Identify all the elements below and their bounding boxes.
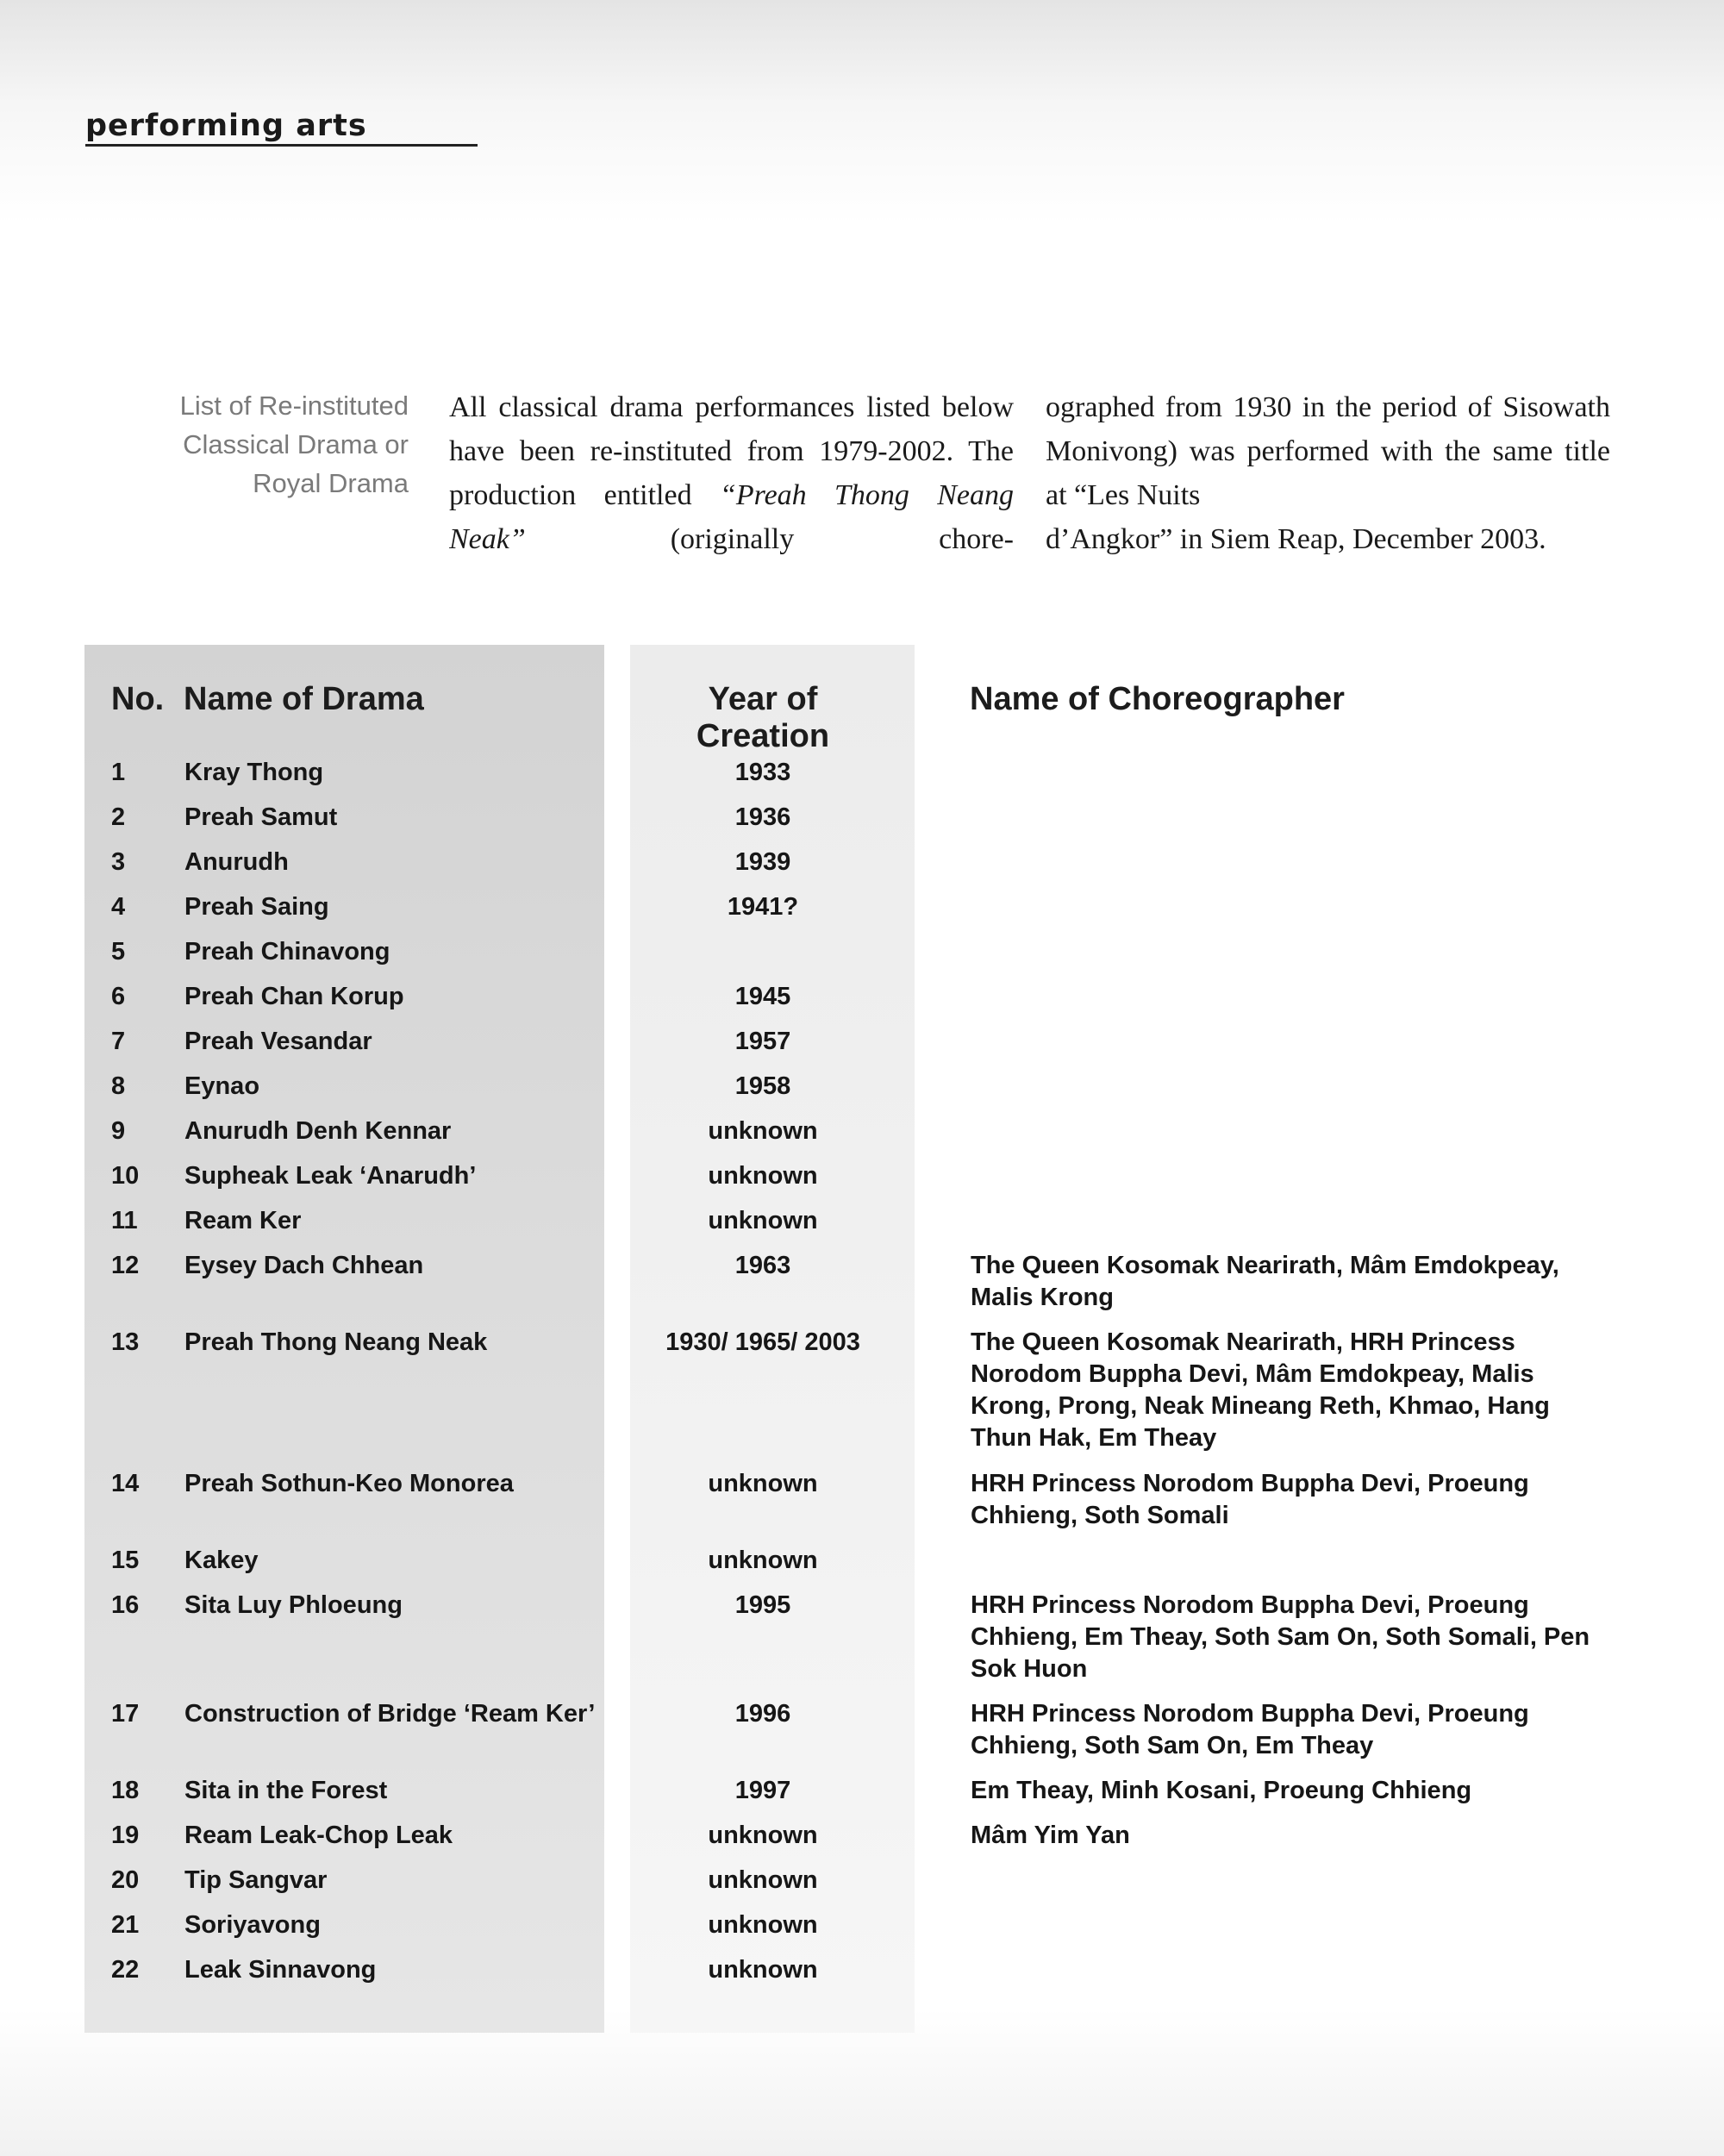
year-of-creation: 1996 [734, 1700, 791, 1728]
drama-name: Preah Chinavong [184, 938, 390, 966]
year-of-creation: unknown [708, 1911, 818, 1939]
drama-name: Preah Saing [184, 893, 329, 921]
intro-title-italic: “Preah Thong Neang Neak” [449, 479, 1014, 555]
row-number: 14 [111, 1470, 140, 1497]
year-of-creation: 1933 [734, 759, 791, 786]
row-number: 21 [111, 1911, 140, 1939]
side-caption-line: Royal Drama [253, 468, 409, 498]
choreographer-names: HRH Princess Norodom Buppha Devi, Proeung Chhieng, Soth Somali [971, 1470, 1529, 1529]
title-underline [85, 144, 478, 147]
drama-name: Supheak Leak ‘Anarudh’ [184, 1162, 477, 1190]
year-of-creation: 1958 [734, 1072, 791, 1100]
drama-name: Preah Samut [184, 803, 338, 831]
choreographer-names: HRH Princess Norodom Buppha Devi, Proeung Chhieng, Soth Sam On, Em Theay [971, 1700, 1529, 1759]
drama-name: Leak Sinnavong [184, 1956, 377, 1984]
row-number: 10 [111, 1162, 140, 1190]
row-number: 3 [111, 848, 126, 876]
intro-text: ographed from 1930 in the period of Sisowath Monivong) was performed with the same title at “Les Nuits [1046, 391, 1610, 511]
header-name-of-drama: Name of Drama [184, 681, 424, 717]
intro-text: d’Angkor” in Siem Reap, December 2003. [1046, 523, 1546, 555]
year-of-creation: 1941? [727, 893, 799, 921]
header-no: No. [111, 681, 165, 717]
year-of-creation: 1945 [734, 983, 791, 1010]
header-name-of-choreographer: Name of Choreographer [970, 681, 1345, 717]
intro-text: (originally chore- [525, 523, 1014, 555]
choreographer-names: The Queen Kosomak Nearirath, Mâm Emdokpeay, Malis Krong [971, 1252, 1559, 1311]
year-of-creation: 1930/ 1965/ 2003 [665, 1328, 860, 1356]
year-of-creation: unknown [708, 1547, 818, 1574]
row-number: 9 [111, 1117, 126, 1145]
row-number: 20 [111, 1866, 140, 1894]
year-of-creation: unknown [708, 1162, 818, 1190]
row-number: 22 [111, 1956, 140, 1984]
drama-name: Ream Ker [184, 1207, 302, 1234]
year-of-creation: 1957 [734, 1028, 791, 1055]
row-number: 8 [111, 1072, 126, 1100]
row-number: 19 [111, 1822, 140, 1849]
choreographer-names: Em Theay, Minh Kosani, Proeung Chhieng [971, 1777, 1472, 1804]
drama-name: Eysey Dach Chhean [184, 1252, 424, 1279]
row-number: 5 [111, 938, 126, 966]
drama-name: Sita in the Forest [184, 1777, 388, 1804]
year-of-creation: 1997 [734, 1777, 791, 1804]
drama-name: Tip Sangvar [184, 1866, 328, 1894]
row-number: 15 [111, 1547, 140, 1574]
drama-name: Preah Chan Korup [184, 983, 404, 1010]
side-caption [116, 386, 409, 503]
drama-name: Kray Thong [184, 759, 324, 786]
year-of-creation: unknown [708, 1117, 818, 1145]
side-caption-line: List of Re-instituted [179, 391, 409, 421]
row-number: 18 [111, 1777, 140, 1804]
choreographer-names: The Queen Kosomak Nearirath, HRH Princess Norodom Buppha Devi, Mâm Emdokpeay, Malis Krong, Prong, Neak Mineang Reth, Khmao, Hang Thun Hak, Em Theay [971, 1328, 1550, 1452]
drama-name: Ream Leak-Chop Leak [184, 1822, 453, 1849]
drama-name: Construction of Bridge ‘Ream Ker’ [184, 1700, 596, 1728]
year-of-creation: 1995 [734, 1591, 791, 1619]
year-of-creation: 1939 [734, 848, 791, 876]
year-of-creation: unknown [708, 1956, 818, 1984]
row-number: 16 [111, 1591, 140, 1619]
choreographer-names: Mâm Yim Yan [971, 1822, 1130, 1849]
row-number: 11 [111, 1207, 138, 1234]
year-of-creation: unknown [708, 1866, 818, 1894]
intro-column-1 [449, 385, 1014, 561]
row-number: 2 [111, 803, 126, 831]
year-of-creation: unknown [708, 1470, 818, 1497]
drama-name: Kakey [184, 1547, 259, 1574]
row-number: 6 [111, 983, 126, 1010]
header-year-of-creation: Year of Creation [696, 681, 830, 754]
drama-name: Sita Luy Phloeung [184, 1591, 403, 1619]
row-number: 4 [111, 893, 126, 921]
year-of-creation: unknown [708, 1207, 818, 1234]
row-number: 13 [111, 1328, 140, 1356]
drama-name: Preah Vesandar [184, 1028, 372, 1055]
year-of-creation: 1936 [734, 803, 791, 831]
drama-name: Anurudh [184, 848, 289, 876]
choreographer-names: HRH Princess Norodom Buppha Devi, Proeung Chhieng, Em Theay, Soth Sam On, Soth Somali, Pen Sok Huon [971, 1591, 1590, 1683]
drama-name: Soriyavong [184, 1911, 321, 1939]
drama-name: Anurudh Denh Kennar [184, 1117, 452, 1145]
drama-name: Preah Sothun-Keo Monorea [184, 1470, 514, 1497]
drama-name: Preah Thong Neang Neak [184, 1328, 488, 1356]
year-of-creation: 1963 [734, 1252, 791, 1279]
row-number: 1 [111, 759, 126, 786]
section-title: performing arts [85, 109, 367, 143]
side-caption-line: Classical Drama or [183, 429, 409, 459]
row-number: 7 [111, 1028, 126, 1055]
year-of-creation: unknown [708, 1822, 818, 1849]
intro-text: All classical drama performances listed below have been re-instituted from 1979-2002. The production entitled [449, 391, 1014, 511]
row-number: 12 [111, 1252, 140, 1279]
drama-name: Eynao [184, 1072, 260, 1100]
row-number: 17 [111, 1700, 140, 1728]
intro-column-2 [1046, 385, 1610, 561]
